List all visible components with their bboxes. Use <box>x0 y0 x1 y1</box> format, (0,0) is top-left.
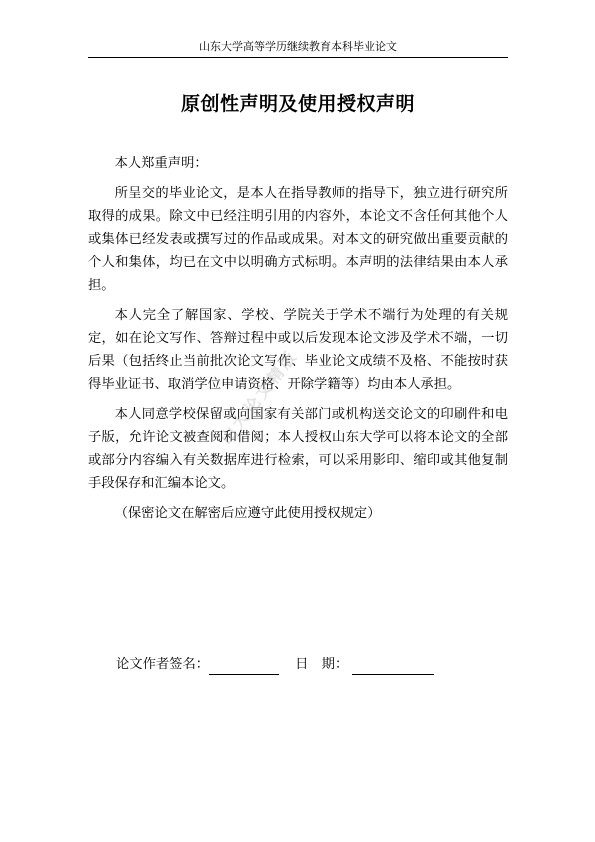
authorization-paragraph: 本人同意学校保留或向国家有关部门或机构送交论文的印刷件和电子版，允许论文被查阅和借阅；本人授权山东大学可以将本论文的全部或部分内容编入有关数据库进行检索，可以采用影印、缩印或其他复制手段保存和汇编本论文。 <box>88 407 508 491</box>
declaration-body <box>88 152 508 532</box>
date-line[interactable] <box>352 660 434 675</box>
author-signature-line[interactable] <box>209 660 279 675</box>
running-header: 山东大学高等学历继续教育本科毕业论文 <box>199 40 397 53</box>
declaration-opening: 本人郑重声明： <box>114 156 208 171</box>
header-rule <box>88 57 508 58</box>
watermark: 山大论文精版 <box>216 346 302 448</box>
signature-row <box>116 655 434 675</box>
confidentiality-note: （保密论文在解密后应遵守此使用授权规定） <box>114 506 381 521</box>
author-signature-label: 论文作者签名： <box>116 657 210 672</box>
document-title: 原创性声明及使用授权声明 <box>180 93 415 115</box>
misconduct-paragraph: 本人完全了解国家、学校、学院关于学术不端行为处理的有关规定，如在论文写作、答辩过程中或以后发现本论文涉及学术不端，一切后果（包括终止当前批次论文写作、毕业论文成绩不及格、不能按时获得毕业证书、取消学位申请资格、开除学籍等）均由本人承担。 <box>88 308 508 392</box>
originality-paragraph: 所呈交的毕业论文，是本人在指导教师的指导下，独立进行研究所取得的成果。除文中已经注明引用的内容外，本论文不含任何其他个人或集体已经发表或撰写过的作品或成果。对本文的研究做出重要贡献的个人和集体，均已在文中以明确方式标明。本声明的法律结果由本人承担。 <box>88 186 508 293</box>
date-label: 日 期： <box>295 657 349 672</box>
